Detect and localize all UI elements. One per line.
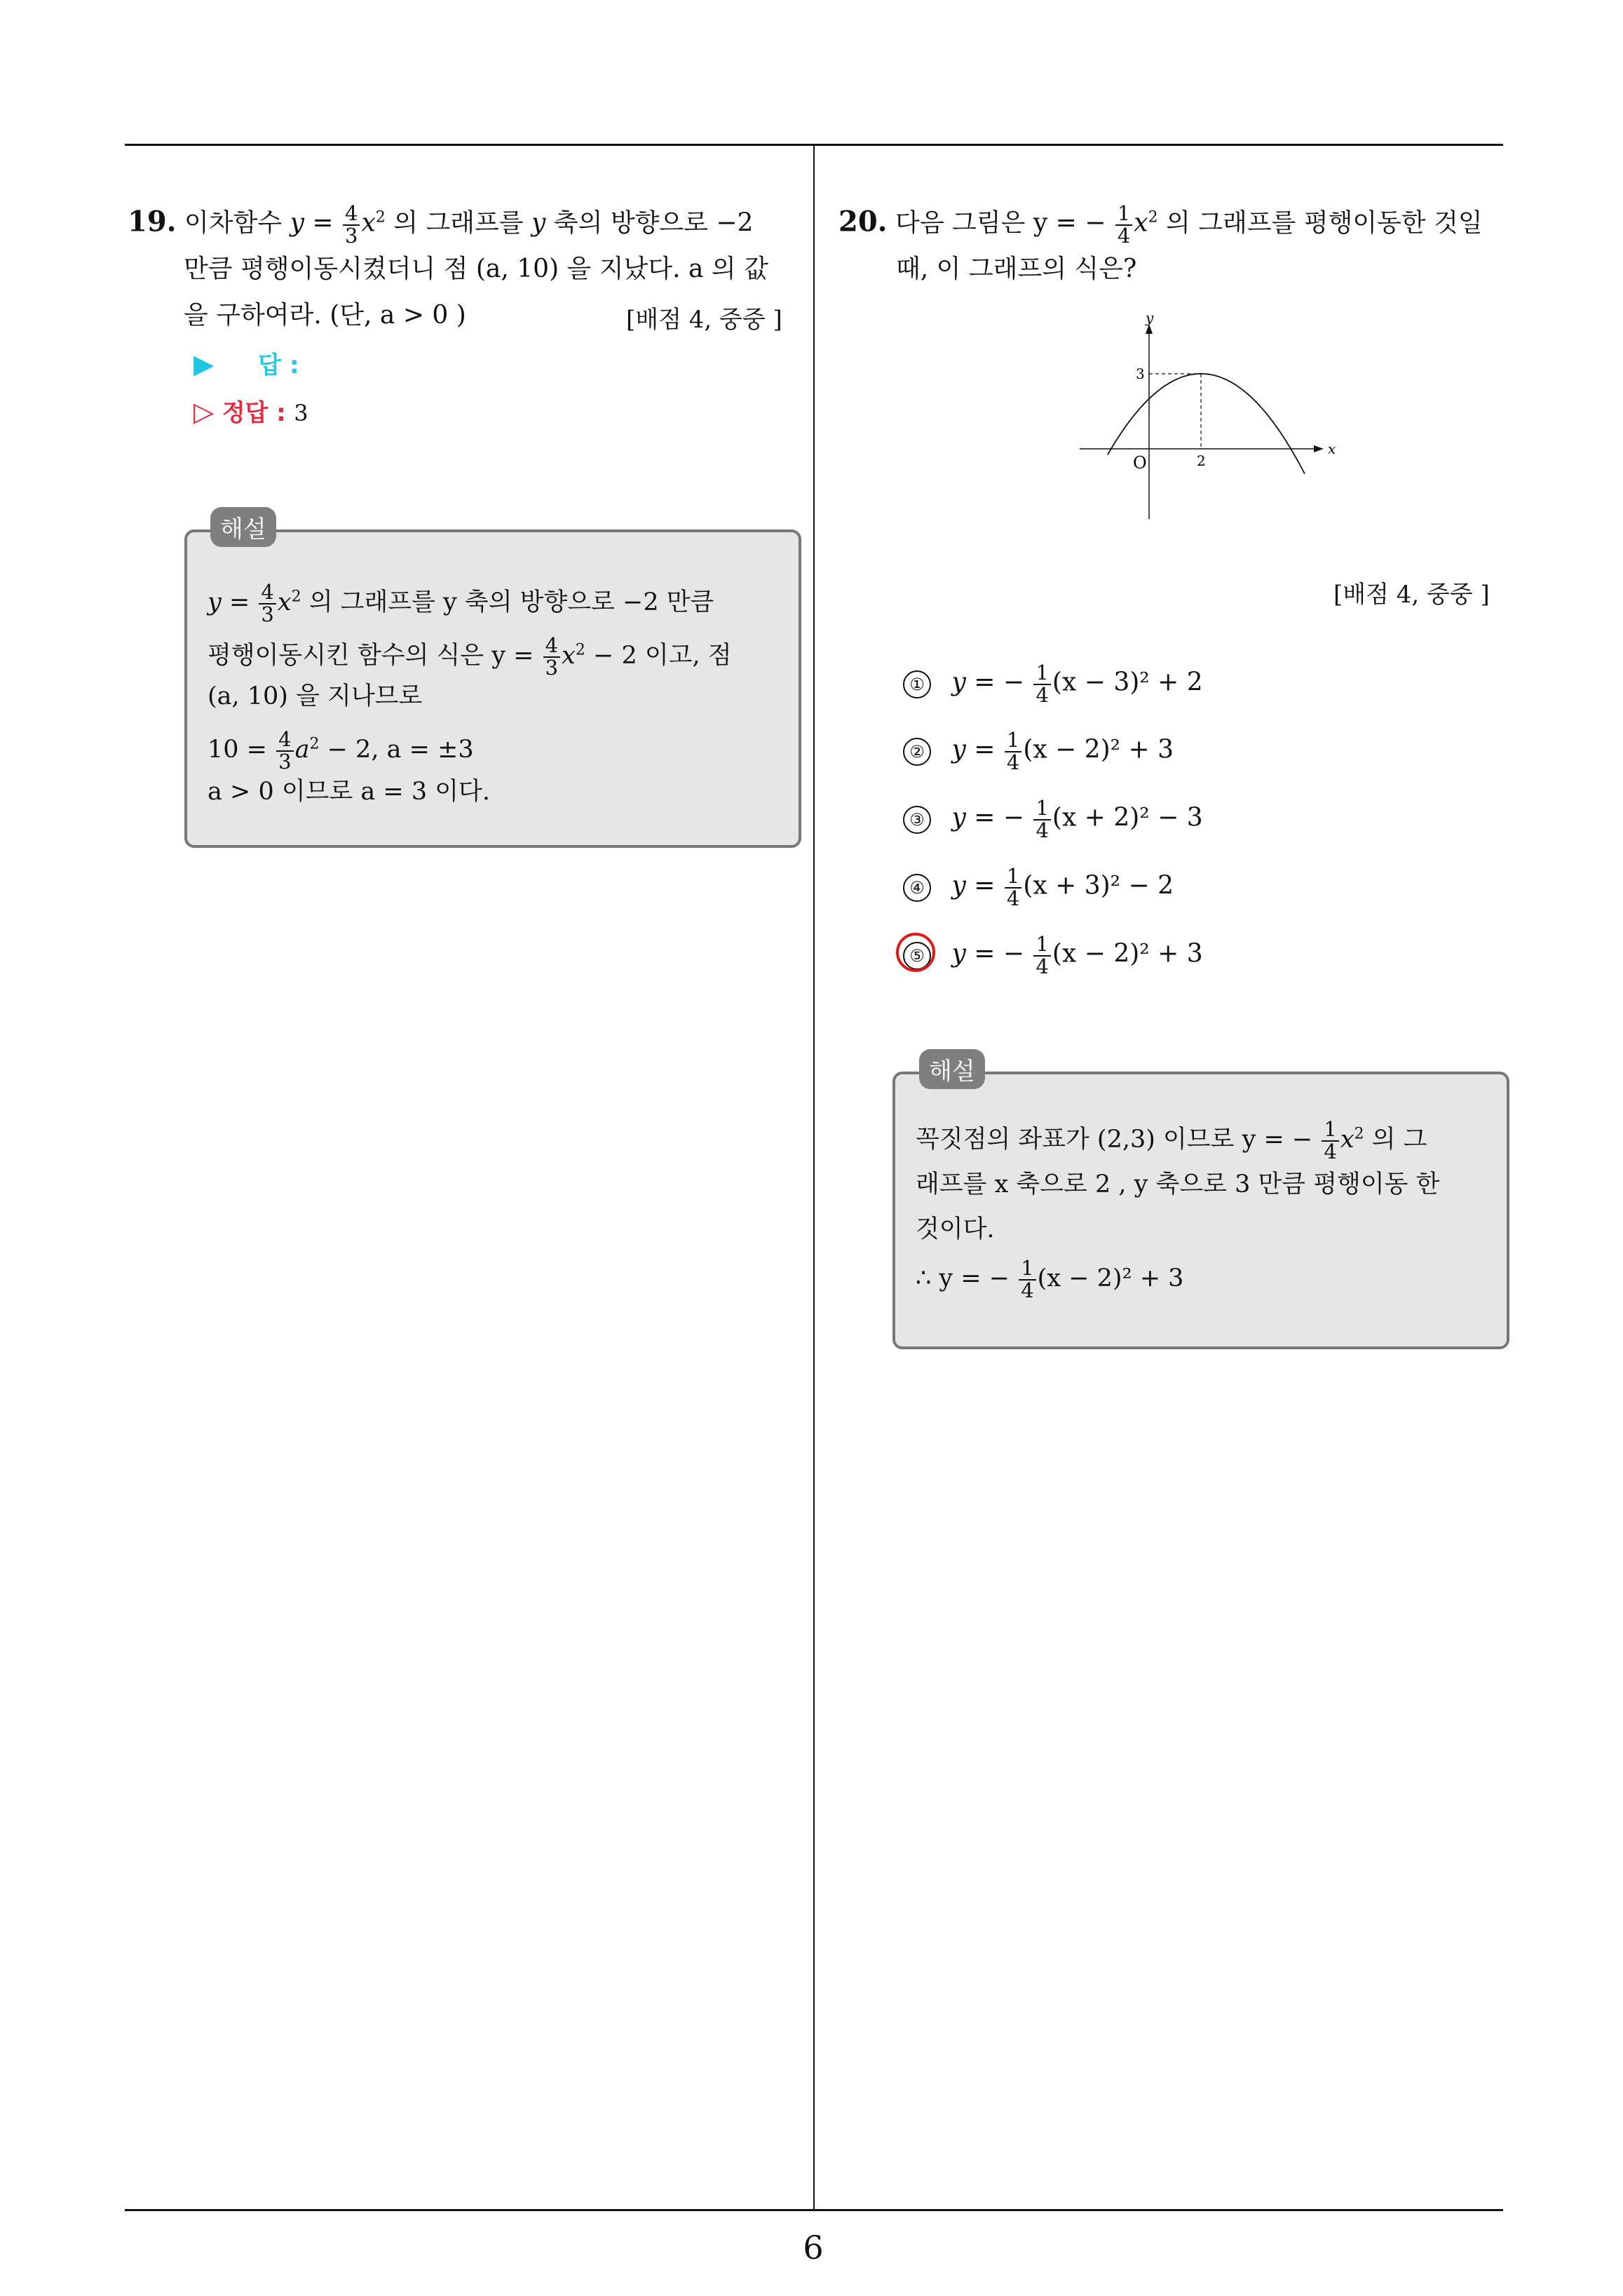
q19-answer-row bbox=[193, 351, 299, 378]
q19-line2: 만큼 평행이동시켰더니 점 (a, 10) 을 지났다. a 의 값 bbox=[184, 255, 768, 283]
q19-eq: = bbox=[312, 208, 334, 238]
x-tick-label: 2 bbox=[1197, 452, 1206, 469]
q19-line3: 을 구하여라. (단, a > 0 ) bbox=[184, 301, 466, 330]
q19-sol-line2: 평행이동시킨 함수의 식은 y = $\frac{4}{3}$ $x^2 - 2$ 이고, 점 bbox=[208, 633, 732, 680]
selected-choice-marker bbox=[896, 933, 935, 972]
q20-line1: 20. 다음 그림은 y = − $\frac{1}{4}$ $x^2$ 의 그래프를 평행이동한 것일 bbox=[838, 201, 1483, 248]
q20-sol-line2: 래프를 x 축으로 2 , y 축으로 3 만큼 평행이동 한 bbox=[916, 1170, 1440, 1198]
answer-label: 답 : bbox=[258, 351, 299, 379]
y-axis-label: y bbox=[1146, 309, 1154, 326]
q19-var-y: y bbox=[290, 208, 304, 238]
key-label: 정답 : bbox=[222, 399, 286, 427]
q19-sol-line1: y = $\frac{4}{3}$ $x^2$ 의 그래프를 y 축의 방향으로 −2 만큼 bbox=[208, 580, 714, 626]
column-divider bbox=[813, 145, 815, 2210]
q19-solution-tag: 해설 bbox=[210, 507, 276, 547]
q19-text-c: 축의 방향으로 −2 bbox=[553, 208, 754, 238]
q19-fraction: $\frac{4}{3}$ bbox=[343, 203, 360, 246]
q19-sol-line5: a > 0 이므로 a = 3 이다. bbox=[208, 778, 490, 806]
parabola-graph bbox=[1073, 309, 1339, 526]
q20-sol-line4: ∴ y = − $\frac{1}{4}$ (x − 2)² + 3 bbox=[916, 1256, 1184, 1302]
q20-sol-line3: 것이다. bbox=[916, 1215, 995, 1243]
q19-sol-line3: (a, 10) 을 지나므로 bbox=[208, 682, 423, 710]
q19-grade: [배점 4, 중중 ] bbox=[626, 306, 782, 334]
q19-sol-line4: 10 = $\frac{4}{3}$ $a^2 - 2$, a = ±3 bbox=[208, 727, 474, 774]
page-number: 6 bbox=[803, 2229, 824, 2267]
choice-4[interactable]: ④ y = $\frac{1}{4}$ (x + 3)² − 2 bbox=[903, 866, 1174, 909]
q20-text-a: 다음 그림은 y = − bbox=[895, 208, 1106, 238]
q20-fraction: $\frac{1}{4}$ bbox=[1115, 203, 1132, 246]
play-arrow-icon: ▶ bbox=[193, 349, 215, 379]
x-axis-arrow-icon bbox=[1314, 445, 1324, 452]
bottom-rule bbox=[125, 2209, 1503, 2211]
choice-3[interactable]: ③ y = − $\frac{1}{4}$ (x + 2)² − 3 bbox=[903, 798, 1203, 841]
q20-solution-tag: 해설 bbox=[919, 1049, 985, 1089]
origin-label: O bbox=[1133, 453, 1147, 473]
y-tick-label: 3 bbox=[1136, 365, 1145, 382]
choice-1[interactable]: ① y = − $\frac{1}{4}$ (x − 3)² + 2 bbox=[903, 663, 1203, 705]
q20-grade: [배점 4, 중중 ] bbox=[1333, 581, 1490, 609]
q20-number: 20. bbox=[838, 205, 888, 238]
q20-line2: 때, 이 그래프의 식은? bbox=[896, 255, 1137, 283]
q19-number: 19. bbox=[128, 205, 177, 238]
q20-sol-line1: 꼭짓점의 좌표가 (2,3) 이므로 y = − $\frac{1}{4}$ $x^2$ 의 그 bbox=[916, 1117, 1427, 1163]
choice-5[interactable]: ⑤ y = − $\frac{1}{4}$ (x − 2)² + 3 bbox=[903, 934, 1203, 977]
x-axis-label: x bbox=[1328, 440, 1336, 457]
q19-text-a: 이차함수 bbox=[184, 208, 283, 238]
q19-text-b: 의 그래프를 bbox=[393, 208, 524, 238]
q20-text-b: 의 그래프를 평행이동한 것일 bbox=[1166, 208, 1483, 238]
q20-solution-box bbox=[892, 1072, 1509, 1349]
q19-line1: 19. 이차함수 y = $\frac{4}{3}$ $x^2$ 의 그래프를 y 축의 방향으로 −2 bbox=[128, 201, 754, 248]
choice-2[interactable]: ② y = $\frac{1}{4}$ (x − 2)² + 3 bbox=[903, 730, 1174, 773]
key-value: 3 bbox=[294, 400, 308, 426]
triangle-outline-icon: ▷ bbox=[193, 396, 215, 427]
q19-key-row bbox=[193, 398, 308, 426]
